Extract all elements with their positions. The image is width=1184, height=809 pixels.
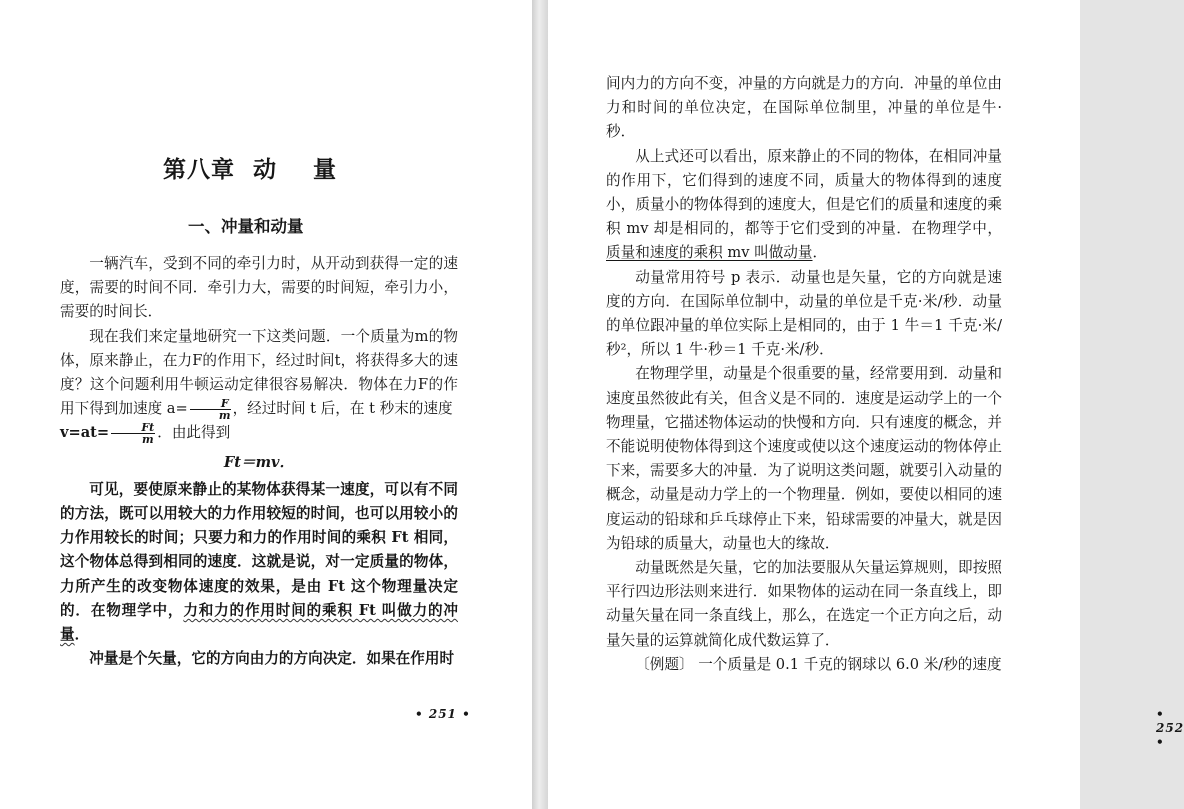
definition-impulse: 力和力的作用时间的乘积 Ft 叫做力的冲量: [60, 601, 458, 644]
book-gutter: [532, 0, 548, 809]
page-number: • 251 •: [415, 707, 471, 721]
paragraph: 在物理学里，动量是个很重要的量，经常要用到．动量和速度虽然彼此有关，但含义是不同的．速度是运动学上的一个物理量，它描述物体运动的快慢和方向．只有速度的概念，并不能说明使物体得到这个速度或使以这个速度运动的物体停止下来，需要多大的冲量．为了说明这类问题，就要引入动量的概念，动量是动力学上的一个物理量．例如，要使以相同的速度运动的铅球和乒乓球停止下来，铅球需要的冲量大，就是因为铅球的质量大，动量也大的缘故．: [606, 365, 1002, 552]
paragraph: 现在我们来定量地研究一下这类问题．一个质量为m的物体，原来静止，在力F的作用下，经过时间t，将获得多大的速度？这个问题利用牛顿运动定律很容易解决．物体在力F的作用下得到加速度 a= $\frac{F}{m}$ ，经过时间 t 后，在 t 秒末的速度 v=at= $\frac{Ft}{m}$ ．由此得到: [60, 327, 458, 446]
equation: Ft＝mv．: [223, 453, 295, 471]
paragraph: 可见，要使原来静止的某物体获得某一速度，可以有不同的方法，既可以用较大的力作用较短的时间，也可以用较小的力作用较长的时间；只要力和力的作用时间的乘积 Ft 相同，这个物体总得到相同的速度．这就是说，对一定质量的物体，力所产生的改变物体速度的效果，是由 Ft 这个物理量决定的．在物理学中，力和力的作用时间的乘积 Ft 叫做力的冲量．: [60, 480, 458, 644]
chapter-title: 第八章 动 量: [163, 156, 337, 183]
right-body-text: [606, 72, 1002, 677]
section-title: 一、冲量和动量: [188, 217, 304, 236]
paragraph: 间内力的方向不变，冲量的方向就是力的方向．冲量的单位由力和时间的单位决定，在国际单位制里，冲量的单位是牛·秒．: [606, 75, 1002, 141]
paragraph: 动量既然是矢量，它的加法要服从矢量运算规则，即按照平行四边形法则来进行．如果物体的运动在同一条直线上，即动量矢量在同一条直线上，那么，在选定一个正方向之后，动量矢量的运算就简化成代数运算了．: [606, 559, 1002, 649]
left-body-text: [60, 252, 458, 671]
paragraph: 从上式还可以看出，原来静止的不同的物体，在相同冲量的作用下，它们得到的速度不同，质量大的物体得到的速度小，质量小的物体得到的速度大，但是它们的质量和速度的乘积 mv 却是相同的，都等于它们受到的冲量．在物理学中，质量和速度的乘积 mv 叫做动量．: [606, 147, 1002, 262]
page-number: • 252 •: [1156, 707, 1184, 749]
fraction-f-over-m: $\frac{F}{m}$: [190, 398, 231, 421]
paragraph: 动量常用符号 p 表示．动量也是矢量，它的方向就是速度的方向．在国际单位制中，动量的单位是千克·米/秒．动量的单位跟冲量的单位实际上是相同的，由于 1 牛＝1 千克·米/秒²，所以 1 牛·秒＝1 千克·米/秒．: [606, 268, 1002, 359]
paragraph: 〔例题〕 一个质量是 0.1 千克的钢球以 6.0 米/秒的速度: [635, 655, 1002, 673]
paragraph: 一辆汽车，受到不同的牵引力时，从开动到获得一定的速度，需要的时间不同．牵引力大，需要的时间短，牵引力小，需要的时间长．: [60, 255, 458, 321]
fraction-ft-over-m: $\frac{Ft}{m}$: [111, 422, 155, 445]
paragraph: 冲量是个矢量，它的方向由力的方向决定．如果在作用时: [89, 650, 455, 668]
left-page: [0, 0, 532, 809]
definition-momentum: 质量和速度的乘积 mv 叫做动量: [606, 244, 813, 262]
